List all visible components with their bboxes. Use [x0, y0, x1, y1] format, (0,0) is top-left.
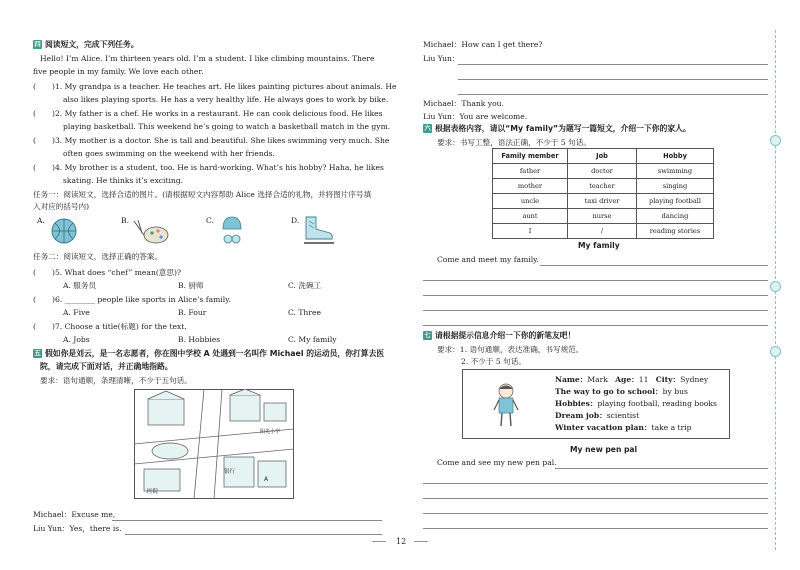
map-label-bank: 银行	[224, 469, 236, 475]
info-hobbies: Hobbies：playing football, reading books	[555, 399, 717, 408]
info-way-to-school: The way to go to school：by bus	[555, 387, 688, 396]
info-dream-job: Dream job：scientist	[555, 411, 640, 420]
item-1-line-2: also likes playing sports. He has a very healthy life. He always goes to work by bike.	[63, 95, 389, 104]
task-2-heading: 任务二：阅读短文，选择正确的答案。	[33, 252, 163, 261]
dialog-michael-2: Michael：How can I get there?	[423, 40, 543, 49]
essay-line-10[interactable]	[423, 528, 768, 529]
dialog-liuyun-1: Liu Yun：Yes，there is.	[33, 524, 122, 533]
header-member: Family member	[493, 149, 568, 164]
item-1-paren: (	[33, 82, 36, 91]
q7-opt-a: A. Jobs	[63, 335, 90, 344]
table-row: mother teacher singing	[493, 179, 714, 194]
item-3-line-2: often goes swimming on the weekend with her friends.	[63, 149, 275, 158]
section-5-heading: 五 假如你是刘云，是一名志愿者，你在图中学校 A 处遇到一名叫作 Michael 的运动员，你打算去医	[34, 349, 385, 358]
map-label-hospital: 医院	[147, 489, 159, 495]
skate-picture	[300, 215, 336, 247]
swim-cap-goggles-picture	[220, 215, 244, 247]
table-header-row	[493, 149, 714, 164]
page-number-rule-left	[372, 541, 386, 542]
section-7-requirement-2: 2. 不少于 5 句话。	[461, 357, 526, 366]
q6-opt-a: A. Five	[63, 308, 90, 317]
essay-start-family: Come and meet my family.	[437, 255, 539, 264]
page-number: 12	[396, 537, 407, 546]
boy-picture	[493, 382, 519, 428]
header-hobby: Hobby	[637, 149, 714, 164]
section-6-requirement: 要求：书写工整，语法正确，不少于 5 句话。	[437, 138, 591, 147]
pic-label-a: A.	[37, 216, 45, 225]
q7-opt-c: C. My family	[288, 335, 337, 344]
intro-line-1: Hello! I’m Alice. I’m thirteen years old. I’m a student. I like climbing mountains. There	[40, 54, 375, 63]
q5-opt-c: C. 洗碗工	[288, 281, 322, 290]
item-2-paren: (	[33, 109, 36, 118]
table-row: aunt nurse dancing	[493, 209, 714, 224]
item-2-line-1: )2. My father is a chef. He works in a restaurant. He can cook delicious food. He likes	[52, 109, 383, 118]
essay-title-pen-pal: My new pen pal	[570, 445, 638, 454]
table-row: I / reading stories	[493, 224, 714, 239]
section-6-heading: 六 根据表格内容，请以“My family”为题写一篇短文，介绍一下你的家人。	[424, 124, 691, 133]
essay-line-2[interactable]	[423, 280, 768, 281]
family-table	[492, 148, 714, 239]
section-5-heading-2: 院，请完成下面对话，并正确地指路。	[40, 362, 173, 371]
essay-line-8[interactable]	[423, 498, 768, 499]
section-5-requirement: 要求：语句通顺，条理清晰，不少于五句话。	[40, 376, 192, 385]
info-name-age-city: Name：Mark Age：11 City：Sydney	[555, 375, 709, 384]
q6-paren: (	[33, 295, 36, 304]
section-7-heading: 七 请根据提示信息介绍一下你的新笔友吧！	[424, 331, 576, 340]
section-7-requirement-1: 要求：1. 语句通顺，表达准确，书写规范。	[437, 345, 584, 354]
q6-text: )6. ________ people like sports in Alice’s family.	[52, 295, 231, 304]
task-1-line-2: 入对应的括号内)	[33, 202, 90, 211]
pen-pal-card	[462, 369, 730, 439]
essay-line-5[interactable]	[423, 325, 768, 326]
page-number-rule-right	[414, 541, 428, 542]
q6-opt-c: C. Three	[288, 308, 321, 317]
answer-line-3[interactable]	[458, 64, 768, 65]
essay-start-pen-pal: Come and see my new pen pal.	[437, 458, 557, 467]
task-1-line-1: 任务一：阅读短文，选择合适的图片。(请根据短文内容帮助 Alice 选择合适的礼物，并将图片序号填	[33, 190, 372, 199]
q5-paren: (	[33, 268, 36, 277]
item-3-line-1: )3. My mother is a doctor. She is tall and beautiful. She likes swimming very much. She	[52, 136, 390, 145]
dialog-michael-1: Michael：Excuse me,	[33, 510, 116, 519]
pic-label-b: B.	[121, 216, 129, 225]
item-4-line-2: skating. He thinks it’s exciting.	[63, 176, 184, 185]
binding-hole-3	[770, 346, 781, 357]
item-4-line-1: )4. My brother is a student, too. He is hard-working. What’s his hobby? Haha, he likes	[52, 163, 384, 172]
q7-opt-b: B. Hobbies	[178, 335, 221, 344]
map-label-school: 阳光小学	[260, 429, 281, 435]
header-job: Job	[568, 149, 637, 164]
q5-opt-b: B. 厨师	[178, 281, 204, 290]
paint-palette-picture	[130, 217, 170, 245]
dialog-liuyun-3: Liu Yun：You are welcome.	[423, 112, 528, 121]
essay-line-4[interactable]	[423, 310, 768, 311]
essay-line-6[interactable]	[555, 468, 768, 469]
info-vacation-plan: Winter vacation plan：take a trip	[555, 423, 692, 432]
street-map-picture	[134, 389, 294, 499]
pic-label-c: C.	[206, 216, 214, 225]
section-7-badge: 七	[424, 331, 431, 339]
q5-text: )5. What does “chef” mean(意思)?	[52, 268, 182, 277]
q6-opt-b: B. Four	[178, 308, 207, 317]
q7-text: )7. Choose a title(标题) for the text.	[52, 322, 187, 331]
item-2-line-2: playing basketball. This weekend he’s going to watch a basketball match in the gym.	[63, 122, 391, 131]
essay-title-family: My family	[578, 241, 620, 250]
answer-line-1[interactable]	[112, 520, 382, 521]
map-label-a: A	[264, 476, 269, 483]
section-4-badge: 四	[34, 40, 41, 48]
table-row: father doctor swimming	[493, 164, 714, 179]
table-row: uncle taxi driver playing football	[493, 194, 714, 209]
section-4-heading: 四 阅读短文，完成下列任务。	[34, 40, 139, 49]
intro-line-2: five people in my family. We love each other.	[33, 67, 204, 76]
section-6-badge: 六	[424, 124, 431, 132]
item-1-line-1: )1. My grandpa is a teacher. He teaches art. He likes painting pictures about animals. He	[52, 82, 397, 91]
answer-line-2[interactable]	[125, 534, 382, 535]
basketball-picture	[50, 217, 78, 245]
pic-label-d: D.	[291, 216, 300, 225]
answer-line-5[interactable]	[458, 94, 768, 95]
essay-line-3[interactable]	[423, 295, 768, 296]
essay-line-7[interactable]	[423, 483, 768, 484]
answer-line-4[interactable]	[458, 79, 768, 80]
dialog-liuyun-2: Liu Yun：	[423, 54, 460, 63]
essay-line-1[interactable]	[540, 265, 768, 266]
q5-opt-a: A. 服务员	[63, 281, 97, 290]
binding-hole-1	[770, 135, 781, 146]
item-4-paren: (	[33, 163, 36, 172]
binding-hole-2	[770, 281, 781, 292]
q7-paren: (	[33, 322, 36, 331]
dialog-michael-3: Michael：Thank you.	[423, 99, 504, 108]
item-3-paren: (	[33, 136, 36, 145]
section-5-badge: 五	[34, 349, 41, 357]
essay-line-9[interactable]	[423, 513, 768, 514]
